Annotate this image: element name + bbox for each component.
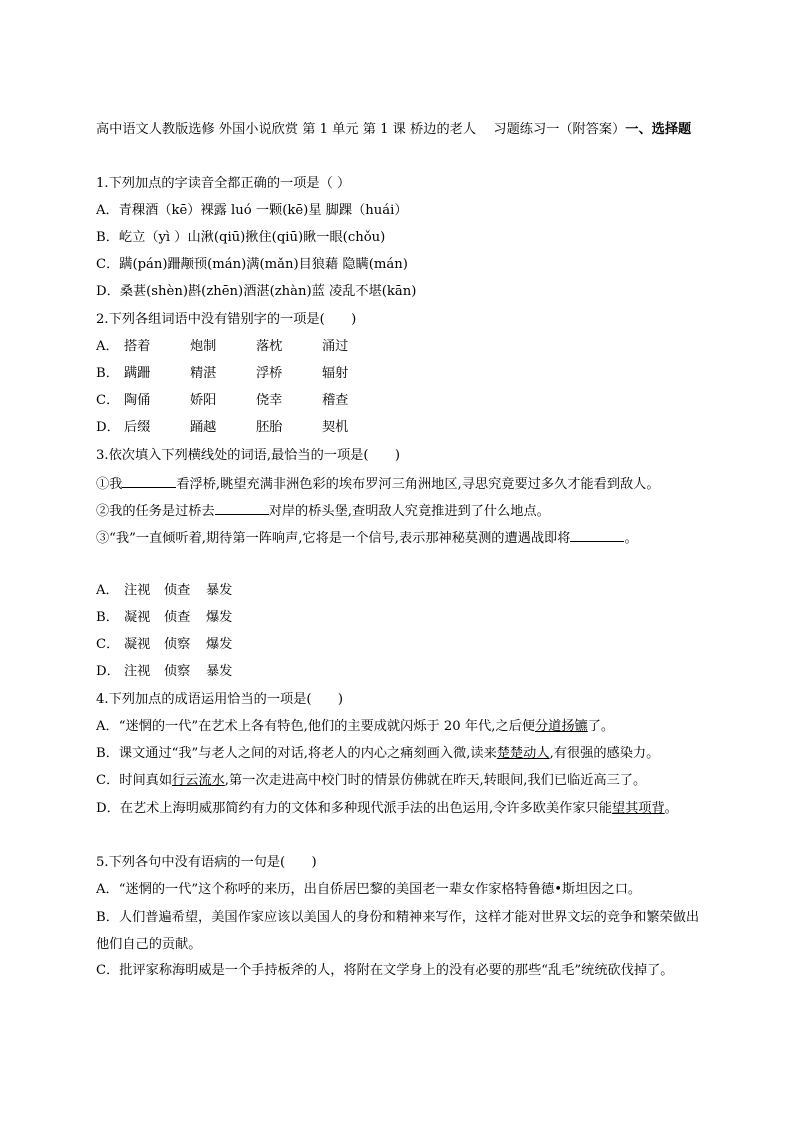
q4-option-b: B．课文通过“我”与老人之间的对话,将老人的内心之痛刻画入微,读来楚楚动人,有很强的感染力。 bbox=[96, 746, 660, 761]
q2-option-a: A． 搭着 炮制 落枕 涌过 bbox=[96, 339, 349, 354]
title-text: 高中语文人教版选修 外国小说欣赏 第 1 单元 第 1 课 桥边的老人 习题练习一（附答案） bbox=[96, 122, 626, 137]
q3-sentence-2: ②我的任务是过桥去 对岸的桥头堡,查明敌人究竟推进到了什么地点。 bbox=[96, 501, 550, 521]
q1-option-a: A．青稞酒（kē）裸露 luó 一颗(kē)星 脚踝（huái） bbox=[96, 203, 408, 218]
q2-option-b: B． 蹒跚 精湛 浮桥 辐射 bbox=[96, 366, 349, 381]
q4-stem: 4.下列加点的成语运用恰当的一项是( ) bbox=[96, 692, 344, 707]
q3-sentence-1: ①我 看浮桥,眺望充满非洲色彩的埃布罗河三角洲地区,寻思究竟要过多久才能看到敌人。 bbox=[96, 474, 660, 494]
q2-option-c: C． 陶俑 娇阳 侥幸 稽查 bbox=[96, 393, 349, 408]
idiom-underlined: 楚楚动人 bbox=[496, 746, 550, 761]
idiom-underlined: 行云流水 bbox=[172, 773, 225, 788]
q1-option-d: D．桑葚(shèn)斟(zhēn)酒湛(zhàn)蓝 凌乱不堪(kān) bbox=[96, 284, 417, 299]
q1-stem: 1.下列加点的字读音全都正确的一项是（ ） bbox=[96, 176, 351, 191]
q5-option-c: C．批评家称海明威是一个手持板斧的人，将附在文学身上的没有必要的那些“乱毛”统统砍伐掉了。 bbox=[96, 963, 674, 978]
q5-option-b: B．人们普遍希望，美国作家应该以美国人的身份和精神来写作，这样才能对世界文坛的竞争和繁荣做出他们自己的贡献。 bbox=[96, 910, 700, 952]
idiom-underlined: 分道扬镳 bbox=[535, 719, 588, 734]
blank-1 bbox=[122, 474, 176, 488]
q4-option-c: C．时间真如行云流水,第一次走进高中校门时的情景仿佛就在昨天,转眼间,我们已临近高三了。 bbox=[96, 773, 647, 788]
q2-stem: 2.下列各组词语中没有错别字的一项是( ) bbox=[96, 312, 357, 327]
q5-stem: 5.下列各句中没有语病的一句是( ) bbox=[96, 855, 317, 870]
q4-option-a: A．“迷惘的一代”在艺术上各有特色,他们的主要成就闪烁于 20 年代,之后便分道扬镳了。 bbox=[96, 719, 615, 734]
q3-option-b: B． 凝视 侦查 爆发 bbox=[96, 610, 233, 625]
q3-option-a: A． 注视 侦查 暴发 bbox=[96, 583, 233, 598]
q3-option-d: D． 注视 侦察 暴发 bbox=[96, 664, 233, 679]
q1-option-b: B．屹立（yì ）山湫(qiū)揪住(qiū)瞅一眼(chǒu) bbox=[96, 230, 386, 245]
q4-option-d: D．在艺术上海明威那简约有力的文体和多种现代派手法的出色运用,令许多欧美作家只能望其项背。 bbox=[96, 801, 678, 816]
blank-3 bbox=[570, 528, 624, 542]
idiom-underlined: 望其项背 bbox=[611, 801, 665, 816]
q3-stem: 3.依次填入下列横线处的词语,最恰当的一项是( ) bbox=[96, 448, 400, 463]
q1-option-c: C．蹒(pán)跚颟顸(mán)满(mǎn)目狼藉 隐瞒(mán) bbox=[96, 257, 408, 272]
q3-sentence-3: ③“我”一直倾听着,期待第一阵响声,它将是一个信号,表示那神秘莫测的遭遇战即将 。 bbox=[96, 528, 638, 548]
q3-option-c: C． 凝视 侦察 爆发 bbox=[96, 637, 233, 652]
document-title bbox=[96, 117, 708, 143]
section-heading: 一、选择题 bbox=[625, 122, 692, 137]
blank-2 bbox=[215, 501, 269, 515]
q5-option-a: A．“迷惘的一代”这个称呼的来历，出自侨居巴黎的美国老一辈女作家格特鲁德•斯坦因之口。 bbox=[96, 882, 642, 897]
q2-option-d: D． 后缀 踊越 胚胎 契机 bbox=[96, 420, 349, 435]
